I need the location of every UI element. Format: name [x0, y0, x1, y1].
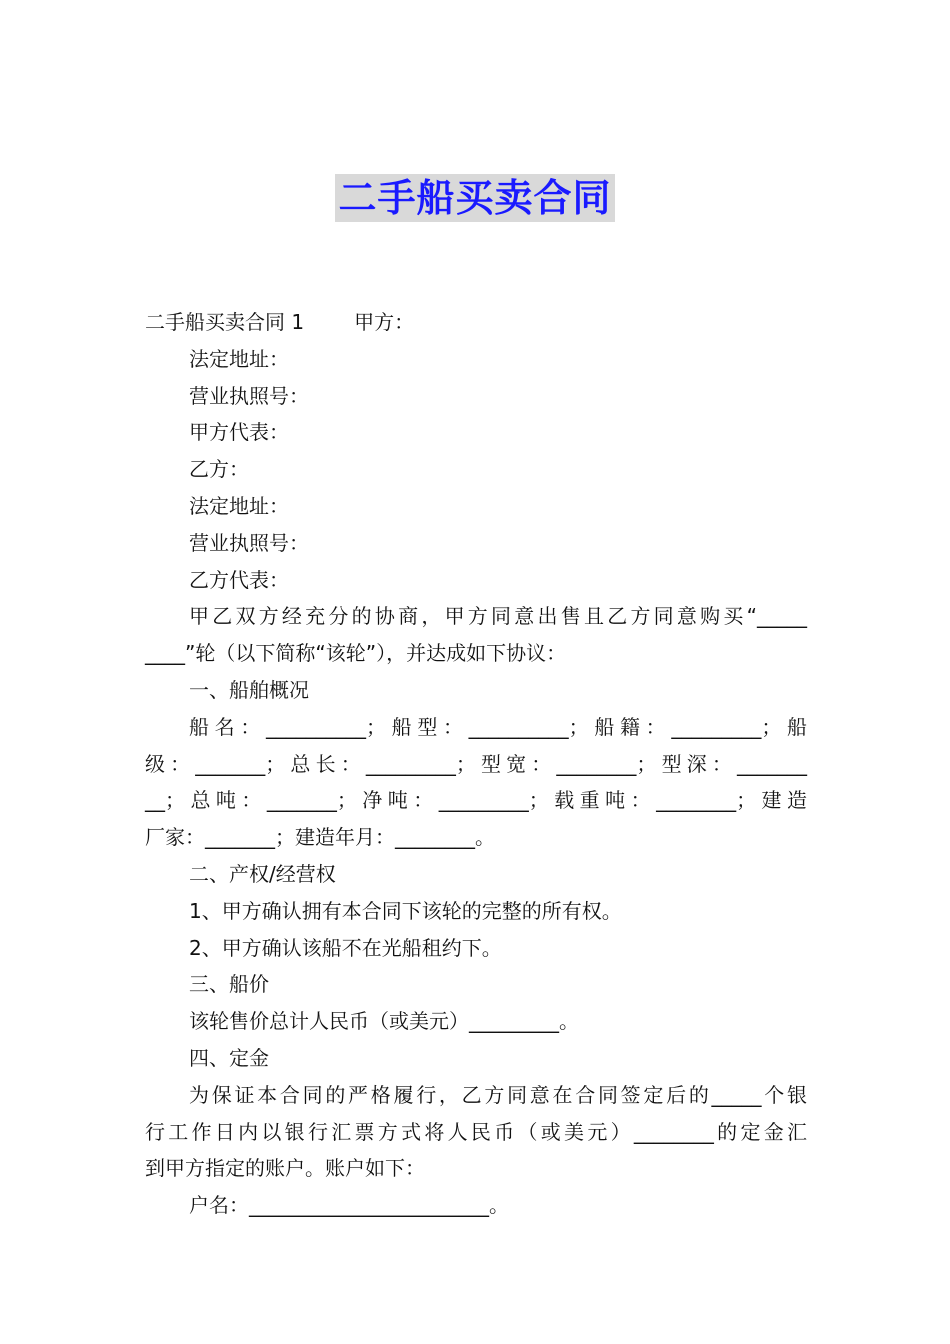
party-a-representative: 甲方代表：: [189, 420, 289, 445]
document-title: 二手船买卖合同: [335, 174, 614, 222]
section-1-heading: 一、船舶概况: [189, 677, 309, 702]
vessel-info-line-2: 级：_______；总长：_________；型宽：________；型深：_______: [145, 751, 807, 776]
section-4-heading: 四、定金: [189, 1045, 269, 1070]
party-b-label: 乙方：: [189, 457, 249, 482]
contract-heading-line: [145, 304, 807, 341]
party-a-address: 法定地址：: [189, 346, 289, 371]
deposit-line-1: 为保证本合同的严格履行，乙方同意在合同签定后的_____个银: [189, 1082, 807, 1107]
party-b-license: 营业执照号：: [189, 530, 309, 555]
party-a-label: 甲方：: [354, 310, 415, 334]
vessel-info-line-1: 船名：__________；船型：__________；船籍：_________；船: [189, 714, 807, 739]
agreement-intro-line-1: 甲乙双方经充分的协商，甲方同意出售且乙方同意购买“_____: [189, 604, 807, 629]
deposit-line-2: 行工作日内以银行汇票方式将人民币（或美元）________的定金汇: [145, 1119, 807, 1144]
agreement-intro-line-2: ____”轮（以下简称“该轮”），并达成如下协议：: [145, 641, 567, 666]
deposit-line-3: 到甲方指定的账户。账户如下：: [145, 1156, 425, 1181]
contract-body: [145, 304, 807, 1224]
section-2-item-1: 1、甲方确认拥有本合同下该轮的完整的所有权。: [189, 898, 622, 923]
section-2-item-2: 2、甲方确认该船不在光船租约下。: [189, 935, 502, 960]
contract-subtitle: 二手船买卖合同 1: [145, 310, 305, 334]
account-name-line: 户名：________________________。: [189, 1193, 509, 1218]
ship-price-line: 该轮售价总计人民币（或美元）_________。: [189, 1009, 579, 1034]
party-b-address: 法定地址：: [189, 493, 289, 518]
section-3-heading: 三、船价: [189, 972, 269, 997]
vessel-info-line-4: 厂家：_______；建造年月：________。: [145, 825, 495, 850]
title-block: [0, 174, 950, 222]
party-a-license: 营业执照号：: [189, 383, 309, 408]
section-2-heading: 二、产权/经营权: [189, 861, 336, 886]
vessel-info-line-3: __；总吨：_______；净吨：_________；载重吨：________；建造: [145, 788, 807, 813]
party-b-representative: 乙方代表：: [189, 567, 289, 592]
